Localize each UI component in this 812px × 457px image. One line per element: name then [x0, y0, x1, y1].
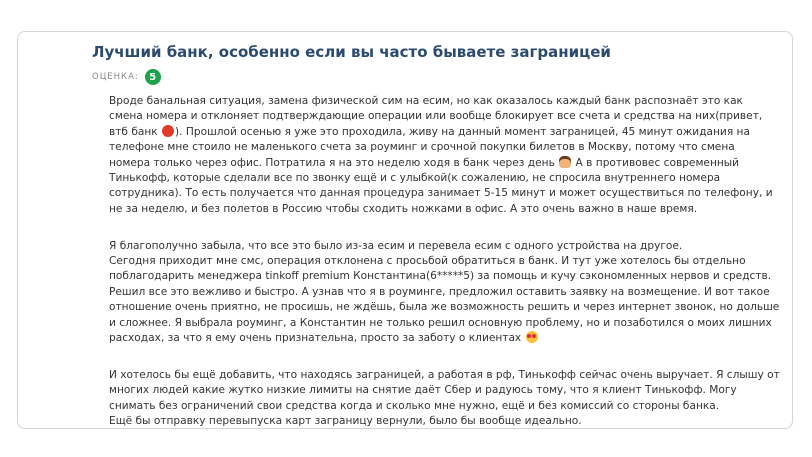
review-text-line: [109, 331, 699, 346]
text-segment: расходах, за что я ему очень признательна, просто за заботу о клиентах: [109, 332, 525, 345]
text-segment: А в противовес современный: [572, 156, 740, 169]
review-title[interactable]: Лучший банк, особенно если вы часто бываете заграницей: [92, 43, 611, 61]
text-segment: номера только через офис. Потратила я на это неделю ходя в банк через день: [109, 156, 559, 169]
heart-eyes-icon: [526, 331, 538, 343]
rating-label: ОЦЕНКА:: [92, 72, 139, 82]
review-text-line: не за неделю, и без полетов в Россию чтобы сходить ножками в офис. А это очень важно в наше время.: [109, 202, 698, 215]
review-text-line: Тинькофф, которые сделали все по звонку ещё и с улыбкой(к сожалению, не спросила внутреннего номера: [109, 172, 721, 185]
review-text-line: Сегодня приходит мне смс, операция отклонена с просьбой обратиться в банк. И тут уже хотелось бы отдельно: [109, 255, 746, 268]
review-paragraph: [109, 239, 780, 347]
review-text-line: отношение очень приятно, не просишь, не ждёшь, была же возможность решить и через интернет звонок, но дольше: [109, 301, 780, 314]
text-segment: втб банк: [109, 125, 162, 138]
review-rating: [92, 68, 161, 86]
review-text-line: снимать без ограничений свои средства когда и сколько мне нужно, ещё и без комиссий со стороны банка.: [109, 399, 720, 412]
review-text-line: [109, 125, 750, 140]
review-paragraph: [109, 368, 780, 430]
review-text-line: смена номера и отклоняет подтверждающие операции или вообще блокирует все счета и средства на них(привет,: [109, 110, 763, 123]
review-text-line: И хотелось бы ещё добавить, что находясь заграницей, а работая в рф, Тинькофф сейчас очень выручает. Я слышу от: [109, 368, 780, 381]
review-text-line: поблагодарить менеджера tinkoff premium Константина(6*****5) за помощь и кучу сэкономленных нервов и средств.: [109, 270, 772, 283]
review-text-line: и сложнее. Я выбрала роуминг, а Константин не только решил основную проблему, но и позаботился о моих лишних: [109, 316, 772, 329]
review-text-line: телефоне мне стоило не маленького счета за роуминг и срочной покупки билетов в Москву, потому что смена: [109, 141, 735, 154]
review-text-line: сотрудника). То есть получается что данная процедура занимает 5-15 минут и может осуществиться по телефону, и: [109, 187, 773, 200]
text-segment: ). Прошлой осенью я уже это проходила, живу на данный момент заграницей, 45 минут ожидания на: [175, 125, 750, 138]
review-text-line: Ещё бы отправку перевыпуска карт заграницу вернули, было бы вообще идеально.: [109, 415, 582, 428]
review-text-line: [109, 156, 740, 171]
review-paragraph: [109, 94, 773, 217]
review-text-line: Вроде банальная ситуация, замена физической сим на есим, но как оказалось каждый банк распознаёт это как: [109, 95, 743, 107]
rating-badge: 5: [145, 69, 161, 85]
facepalm-woman-icon: [559, 156, 571, 168]
review-text-line: Решил все это вежливо и быстро. А узнав что я в роуминге, предложил оставить заявку на возмещение. И вот такое: [109, 285, 770, 298]
angry-face-icon: [162, 125, 174, 137]
review-text-line: многих людей какие жутко низкие лимиты на снятие даёт Сбер и радуюсь тому, что я клиент Тинькофф. Могу: [109, 384, 737, 397]
review-text-line: Я благополучно забыла, что все это было из-за есим и перевела есим с одного устройства на другое.: [109, 239, 683, 252]
review-body: [109, 94, 780, 430]
